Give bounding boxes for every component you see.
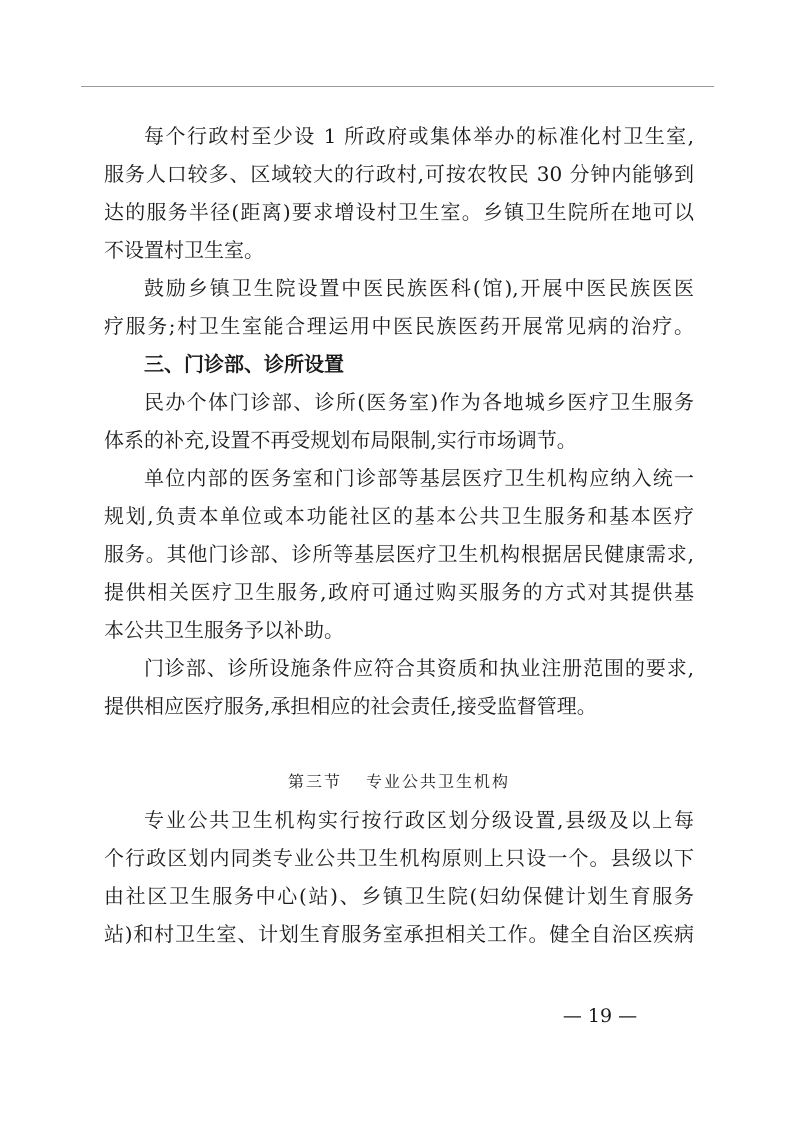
paragraph-line: 每个行政村至少设 1 所政府或集体举办的标准化村卫生室, xyxy=(144,124,694,148)
paragraph-line: 提供相关医疗卫生服务,政府可通过购买服务的方式对其提供基 xyxy=(104,580,694,604)
paragraph-line: 由社区卫生服务中心(站)、乡镇卫生院(妇幼保健计划生育服务 xyxy=(104,884,694,908)
paragraph-line: 服务人口较多、区域较大的行政村,可按农牧民 30 分钟内能够到 xyxy=(104,162,694,186)
paragraph-line: 专业公共卫生机构实行按行政区划分级设置,县级及以上每 xyxy=(144,808,694,832)
page-number: — 19 — xyxy=(562,1005,638,1027)
paragraph-line: 个行政区划内同类专业公共卫生机构原则上只设一个。县级以下 xyxy=(104,846,694,870)
section-spacer xyxy=(104,725,694,763)
paragraph-line: 规划,负责本单位或本功能社区的基本公共卫生服务和基本医疗 xyxy=(104,504,694,528)
section-title xyxy=(104,763,694,801)
paragraph-line: 民办个体门诊部、诊所(医务室)作为各地城乡医疗卫生服务 xyxy=(144,390,694,414)
paragraph-line: 不设置村卫生室。 xyxy=(104,238,264,262)
section-name: 专业公共卫生机构 xyxy=(366,772,511,791)
section-number: 第三节 xyxy=(287,772,342,791)
paragraph-line: 门诊部、诊所设施条件应符合其资质和执业注册范围的要求, xyxy=(144,656,694,680)
paragraph-line: 达的服务半径(距离)要求增设村卫生室。乡镇卫生院所在地可以 xyxy=(104,200,694,224)
subheading: 三、门诊部、诊所设置 xyxy=(144,352,344,376)
paragraph-line: 单位内部的医务室和门诊部等基层医疗卫生机构应纳入统一 xyxy=(144,466,694,490)
paragraph-line: 站)和村卫生室、计划生育服务室承担相关工作。健全自治区疾病 xyxy=(104,922,694,946)
page-body xyxy=(104,117,694,953)
paragraph-line: 服务。其他门诊部、诊所等基层医疗卫生机构根据居民健康需求, xyxy=(104,542,694,566)
paragraph-line: 疗服务;村卫生室能合理运用中医民族医药开展常见病的治疗。 xyxy=(104,314,694,338)
paragraph-line: 鼓励乡镇卫生院设置中医民族医科(馆),开展中医民族医医 xyxy=(144,276,694,300)
paragraph-line: 体系的补充,设置不再受规划布局限制,实行市场调节。 xyxy=(104,428,577,452)
paragraph-line: 本公共卫生服务予以补助。 xyxy=(104,618,344,642)
paragraph-line: 提供相应医疗服务,承担相应的社会责任,接受监督管理。 xyxy=(104,694,597,718)
header-rule xyxy=(81,86,714,87)
